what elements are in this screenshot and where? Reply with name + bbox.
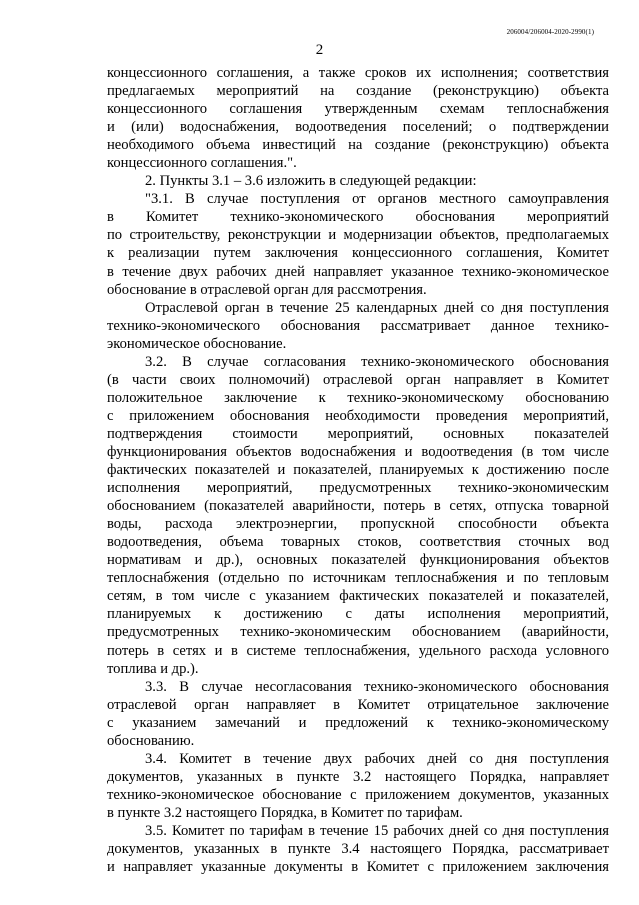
text-line: Отраслевой орган в течение 25 календарных дней со дня поступления (145, 299, 609, 316)
text-line: функционирования объектов водоснабжения и водоотведения (в том числе (107, 443, 609, 460)
text-line: по строительству, реконструкции и модернизации объектов, предполагаемых (107, 227, 609, 244)
text-line: с приложением обоснования необходимости проведения мероприятий, (107, 407, 609, 424)
text-line: в течение двух рабочих дней направляет указанное технико-экономическое (107, 263, 609, 280)
text-line: 3.3. В случае несогласования технико-экономического обоснования (145, 678, 609, 695)
document-registration-number: 206004/206004-2020-2990(1) (506, 28, 594, 36)
text-line: положительное заключение к технико-экономическому обоснованию (107, 389, 609, 406)
text-line: и (или) водоснабжения, водоотведения поселений; о подтверждении (107, 119, 609, 136)
text-line: сетям, в том числе с указанием фактических показателей и показателей, (107, 588, 609, 605)
document-body (107, 64, 609, 876)
text-line: обоснованию. (107, 732, 195, 749)
text-line: в пункте 3.2 настоящего Порядка, в Комитет по тарифам. (107, 804, 463, 821)
text-line: топлива и др.). (107, 660, 199, 677)
text-line: необходимого объема инвестиций на создание (реконструкцию) объекта (107, 137, 609, 154)
text-line: концессионного соглашения, а также сроков их исполнения; соответствия (107, 65, 609, 81)
text-line: и направляет указанные документы в Комитет с приложением заключения (107, 859, 609, 876)
text-line: к реализации путем заключения концессионного соглашения, Комитет (107, 245, 609, 262)
text-line: с указанием замечаний и предложений к технико-экономическому (107, 714, 609, 731)
text-line: водоотведения, объема товарных стоков, соответствия сточных вод (107, 534, 609, 551)
text-line: 3.2. В случае согласования технико-экономического обоснования (145, 353, 609, 370)
text-line: 3.4. Комитет в течение двух рабочих дней со дня поступления (145, 750, 609, 767)
text-line: предлагаемых мероприятий на создание (реконструкцию) объекта (107, 83, 609, 100)
text-line: концессионного соглашения.". (107, 155, 297, 172)
page-number: 2 (315, 42, 324, 58)
text-line: технико-экономического обоснования рассматривает данное технико- (107, 317, 609, 334)
text-line: потерь в сетях и в системе теплоснабжения, удельного расхода условного (107, 642, 609, 659)
text-line: 2. Пункты 3.1 – 3.6 изложить в следующей редакции: (145, 173, 477, 190)
text-line: документов, указанных в пункте 3.4 настоящего Порядка, рассматривает (107, 841, 609, 858)
text-line: документов, указанных в пункте 3.2 настоящего Порядка, направляет (107, 768, 609, 785)
text-line: воды, расхода электроэнергии, пропускной способности объекта (107, 516, 609, 533)
text-line: отраслевой орган направляет в Комитет отрицательное заключение (107, 696, 609, 713)
text-line: планируемых к достижению с даты исполнения мероприятий, (107, 606, 609, 623)
text-line: 3.5. Комитет по тарифам в течение 15 рабочих дней со дня поступления (145, 822, 609, 839)
text-line: исполнения мероприятий, предусмотренных технико-экономическим (107, 480, 609, 497)
text-line: (в части своих полномочий) отраслевой орган направляет в Комитет (107, 371, 609, 388)
text-line: фактических показателей и показателей, планируемых к достижению после (107, 462, 609, 479)
text-line: экономическое обоснование. (107, 335, 287, 352)
text-line: теплоснабжения (отдельно по источникам теплоснабжения и по тепловым (107, 570, 609, 587)
text-line: в Комитет технико-экономического обоснования мероприятий (107, 209, 609, 226)
text-line: концессионного соглашения утвержденным схемам теплоснабжения (107, 101, 609, 118)
text-line: нормативам и др.), основных показателей функционирования объектов (107, 552, 609, 569)
text-line: обоснованием (показателей аварийности, потерь в сетях, отпуска товарной (107, 498, 609, 515)
text-line: "3.1. В случае поступления от органов местного самоуправления (145, 191, 609, 208)
text-line: подтверждения стоимости мероприятий, основных показателей (107, 425, 609, 442)
text-line: обоснование в отраслевой орган для рассмотрения. (107, 281, 427, 298)
text-line: предусмотренных технико-экономическим обоснованием (аварийности, (107, 624, 609, 641)
text-line: технико-экономическое обоснование с приложением документов, указанных (107, 786, 609, 803)
